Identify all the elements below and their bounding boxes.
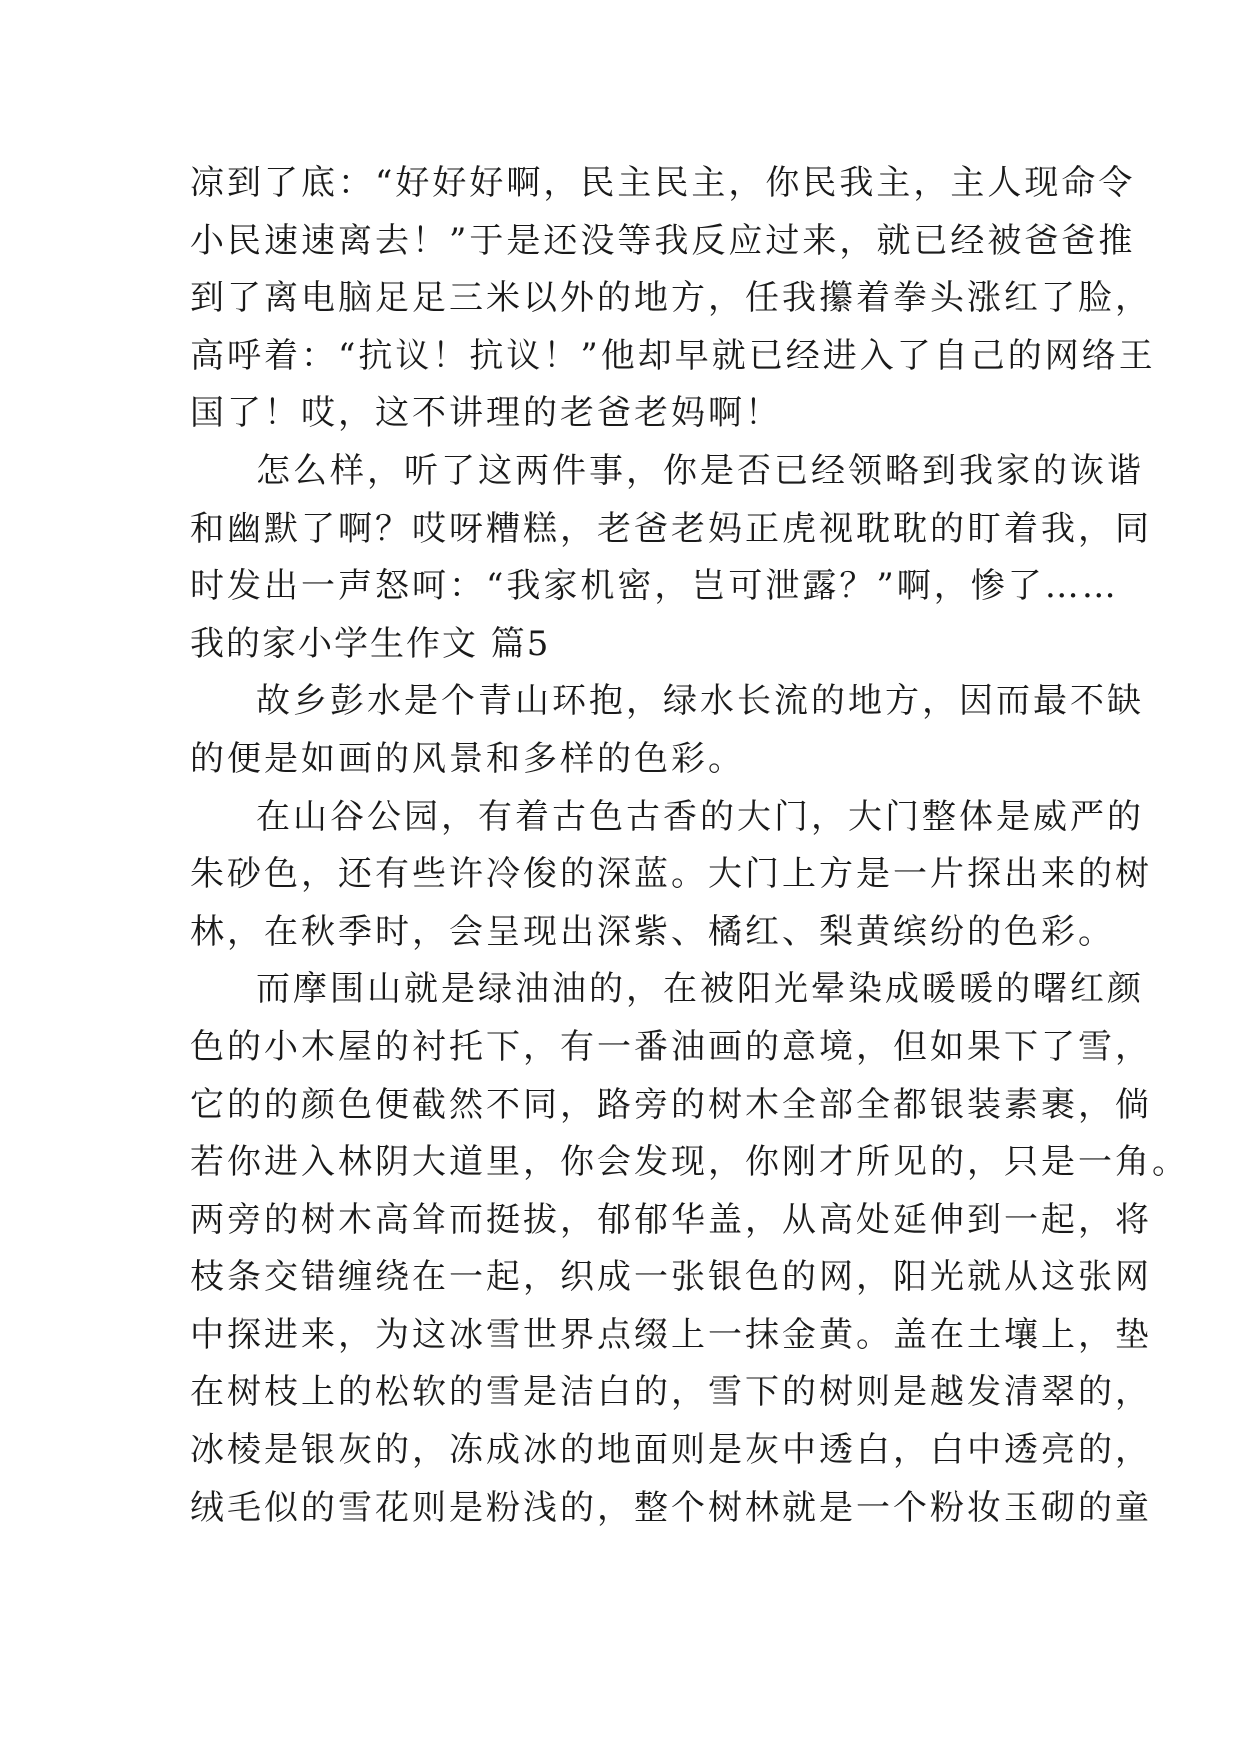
text-line: 色的小木屋的衬托下，有一番油画的意境，但如果下了雪， xyxy=(190,1026,1152,1067)
document-body xyxy=(190,155,1189,1537)
text-line: 怎么样，听了这两件事，你是否已经领略到我家的诙谐 xyxy=(256,450,1144,491)
text-line: 朱砂色，还有些许冷俊的深蓝。大门上方是一片探出来的树 xyxy=(190,854,1152,895)
text-line: 枝条交错缠绕在一起，织成一张银色的网，阳光就从这张网 xyxy=(190,1257,1152,1298)
section-heading: 我的家小学生作文 篇5 xyxy=(190,623,551,664)
text-line: 时发出一声怒呵：“我家机密，岂可泄露？”啊，惨了…… xyxy=(190,566,1119,607)
text-line: 凉到了底：“好好好啊，民主民主，你民我主，主人现命令 xyxy=(190,163,1136,203)
text-line: 而摩围山就是绿油油的，在被阳光晕染成暖暖的曙红颜 xyxy=(256,969,1144,1010)
text-line: 若你进入林阴大道里，你会发现，你刚才所见的，只是一角。 xyxy=(190,1142,1189,1183)
text-line: 它的的颜色便截然不同，路旁的树木全部全都银装素裹，倘 xyxy=(190,1084,1152,1125)
text-line: 中探进来，为这冰雪世界点缀上一抹金黄。盖在土壤上，垫 xyxy=(190,1314,1152,1355)
text-line: 在树枝上的松软的雪是洁白的，雪下的树则是越发清翠的， xyxy=(190,1372,1152,1413)
text-line: 在山谷公园，有着古色古香的大门，大门整体是威严的 xyxy=(256,796,1144,837)
text-line: 小民速速离去！”于是还没等我反应过来，就已经被爸爸推 xyxy=(190,220,1136,261)
text-line: 国了！哎，这不讲理的老爸老妈啊！ xyxy=(190,393,782,434)
text-line: 高呼着：“抗议！抗议！”他却早就已经进入了自己的网络王 xyxy=(190,335,1156,376)
text-line: 冰棱是银灰的，冻成冰的地面则是灰中透白，白中透亮的， xyxy=(190,1430,1152,1471)
text-line: 和幽默了啊？哎呀糟糕，老爸老妈正虎视耽耽的盯着我，同 xyxy=(190,508,1152,549)
text-line: 两旁的树木高耸而挺拔，郁郁华盖，从高处延伸到一起，将 xyxy=(190,1199,1152,1240)
text-line: 故乡彭水是个青山环抱，绿水长流的地方，因而最不缺 xyxy=(256,681,1144,722)
text-line: 绒毛似的雪花则是粉浅的，整个树林就是一个粉妆玉砌的童 xyxy=(190,1487,1152,1528)
text-line: 的便是如画的风景和多样的色彩。 xyxy=(190,738,745,779)
text-line: 林，在秋季时，会呈现出深紫、橘红、梨黄缤纷的色彩。 xyxy=(190,911,1115,952)
text-line: 到了离电脑足足三米以外的地方，任我攥着拳头涨红了脸， xyxy=(190,278,1152,319)
